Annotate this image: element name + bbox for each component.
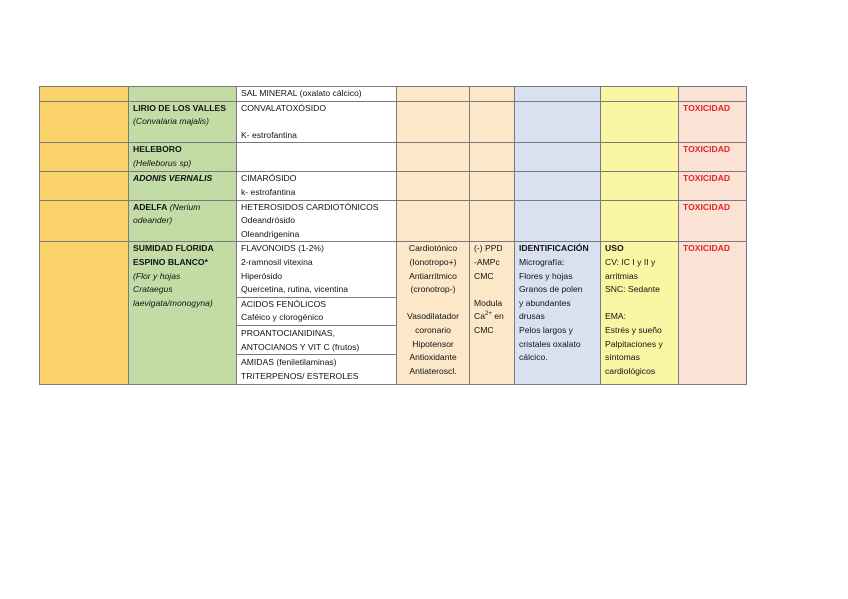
composition-group-proanthocyanidins	[237, 325, 396, 354]
composition-text: HETEROSIDOS CARDIOTÓNICOS	[241, 201, 379, 212]
use-title: USO	[605, 243, 624, 254]
mechanism-cell	[470, 172, 515, 200]
mechanism-calcium: $Ca^{2+}$ en	[474, 311, 504, 322]
row-adelfa	[40, 200, 747, 242]
use-text: Estrés y sueño	[605, 324, 662, 335]
toxicity-cell	[679, 172, 747, 200]
action-text: Cardiotónico	[408, 243, 458, 254]
mechanism-cell	[470, 200, 515, 242]
plant-name: LIRIO DE LOS VALLES	[133, 102, 226, 113]
action-text: coronario	[415, 324, 451, 335]
mechanism-cell	[470, 143, 515, 172]
identification-text: Granos de polen	[519, 284, 583, 295]
plant-name: ADELFA	[133, 201, 168, 212]
row-color-cell	[40, 242, 129, 385]
identification-cell	[515, 200, 601, 242]
composition-text: SAL MINERAL (oxalato cálcico)	[241, 88, 362, 98]
composition-text: CIMARÓSIDO	[241, 173, 297, 184]
action-text: (cronotrop-)	[410, 284, 456, 295]
plant-cell	[129, 101, 237, 143]
composition-text: 2-ramnosil vitexina	[241, 256, 313, 267]
composition-text: k- estrofantina	[241, 186, 296, 197]
identification-text: Micrografía:	[519, 256, 565, 267]
action-text: Hipotensor	[412, 338, 454, 349]
toxicity-cell	[679, 143, 747, 172]
composition-text: Oleandrigenina	[241, 228, 300, 239]
composition-cell	[237, 242, 397, 385]
action-cell	[397, 143, 470, 172]
identification-title: IDENTIFICACIÓN	[519, 243, 589, 254]
action-cell	[397, 172, 470, 200]
composition-group-amides	[237, 354, 396, 383]
toxicity-cell	[679, 242, 747, 385]
composition-cell	[237, 172, 397, 200]
toxicity-label: TOXICIDAD	[683, 144, 731, 155]
composition-text: K- estrofantina	[241, 129, 297, 140]
use-cell	[601, 242, 679, 385]
plant-cell	[129, 143, 237, 172]
identification-text: drusas	[519, 311, 545, 322]
use-text: Palpitaciones y	[605, 338, 663, 349]
use-text: síntomas	[605, 352, 640, 363]
use-cell	[601, 200, 679, 242]
plant-latin: (Nerium odeander)	[133, 201, 201, 226]
plant-latin: Crataegus	[133, 284, 173, 295]
row-heleboro	[40, 143, 747, 172]
action-cell	[397, 242, 470, 385]
plant-name: SUMIDAD FLORIDA	[133, 243, 214, 254]
row-espino-blanco	[40, 242, 747, 385]
plant-cell	[129, 87, 237, 102]
composition-text: ACIDOS FENÓLICOS	[241, 298, 326, 309]
composition-cell	[237, 101, 397, 143]
row-color-cell	[40, 143, 129, 172]
plant-latin: (Helleborus sp)	[133, 157, 192, 168]
plant-latin: (Convalaria majalis)	[133, 116, 209, 127]
mechanism-text: CMC	[474, 324, 494, 335]
toxicity-cell	[679, 87, 747, 102]
composition-text: Caféico y clorogénico	[241, 312, 324, 323]
identification-text: Pelos largos y	[519, 324, 573, 335]
identification-text: y abundantes	[519, 297, 571, 308]
toxicity-label: TOXICIDAD	[683, 173, 731, 184]
composition-text: ANTOCIANOS Y VIT C (frutos)	[241, 341, 360, 352]
composition-text: PROANTOCIANIDINAS,	[241, 327, 335, 338]
plant-cell	[129, 242, 237, 385]
composition-text: CONVALATOXÓSIDO	[241, 102, 327, 113]
identification-cell	[515, 143, 601, 172]
identification-cell	[515, 172, 601, 200]
plant-cell	[129, 200, 237, 242]
use-text: cardiológicos	[605, 365, 656, 376]
mechanism-text: CMC	[474, 270, 494, 281]
mechanism-cell	[470, 87, 515, 102]
identification-text: Flores y hojas	[519, 270, 573, 281]
plant-name: ESPINO BLANCO*	[133, 256, 208, 267]
mechanism-text: (-) PPD	[474, 243, 503, 254]
use-cell	[601, 87, 679, 102]
toxicity-label: TOXICIDAD	[683, 102, 731, 113]
toxicity-cell	[679, 101, 747, 143]
action-cell	[397, 87, 470, 102]
use-text: arritmias	[605, 270, 638, 281]
plant-name: HELEBORO	[133, 144, 182, 155]
identification-cell	[515, 101, 601, 143]
action-text: Antiateroscl.	[409, 365, 457, 376]
row-lirio	[40, 101, 747, 143]
composition-cell	[237, 143, 397, 172]
composition-text: AMIDAS (feniletilaminas)	[241, 357, 337, 368]
action-text: Vasodilatador	[407, 311, 459, 322]
row-adonis	[40, 172, 747, 200]
plant-name: ADONIS VERNALIS	[133, 173, 213, 184]
action-cell	[397, 101, 470, 143]
action-text: Antioxidante	[409, 352, 457, 363]
mechanism-cell	[470, 101, 515, 143]
toxicity-label: TOXICIDAD	[683, 243, 731, 254]
mechanism-text: Modula	[474, 297, 503, 308]
row-color-cell	[40, 200, 129, 242]
use-cell	[601, 143, 679, 172]
composition-cell	[237, 87, 397, 102]
use-text: SNC: Sedante	[605, 284, 660, 295]
identification-cell	[515, 87, 601, 102]
row-color-cell	[40, 101, 129, 143]
action-cell	[397, 200, 470, 242]
composition-text: FLAVONOIDS (1-2%)	[241, 243, 324, 254]
action-text: (Ionotropo+)	[409, 256, 457, 267]
mechanism-text: -AMPc	[474, 256, 500, 267]
composition-group-phenolic	[237, 297, 396, 325]
row-color-cell	[40, 87, 129, 102]
plants-table	[39, 86, 747, 385]
identification-text: cálcico.	[519, 352, 548, 363]
use-cell	[601, 101, 679, 143]
composition-text: Hiperósido	[241, 270, 283, 281]
use-text: CV: IC I y II y	[605, 256, 656, 267]
composition-text: Quercetina, rutina, vicentina	[241, 284, 349, 295]
row-color-cell	[40, 172, 129, 200]
plant-cell	[129, 172, 237, 200]
mechanism-cell	[470, 242, 515, 385]
action-text: Antiarritmico	[409, 270, 457, 281]
toxicity-label: TOXICIDAD	[683, 201, 731, 212]
composition-text: TRITERPENOS/ ESTEROLES	[241, 370, 359, 381]
use-text: EMA:	[605, 311, 627, 322]
composition-text: Odeandrósido	[241, 215, 295, 226]
toxicity-cell	[679, 200, 747, 242]
use-cell	[601, 172, 679, 200]
plant-latin: laevigata/monogyna)	[133, 297, 213, 308]
composition-group-flavonoids	[241, 242, 392, 296]
composition-cell	[237, 200, 397, 242]
row-sal-mineral	[40, 87, 747, 102]
plant-latin: (Flor y hojas	[133, 270, 181, 281]
identification-text: cristales oxalato	[519, 338, 581, 349]
identification-cell	[515, 242, 601, 385]
